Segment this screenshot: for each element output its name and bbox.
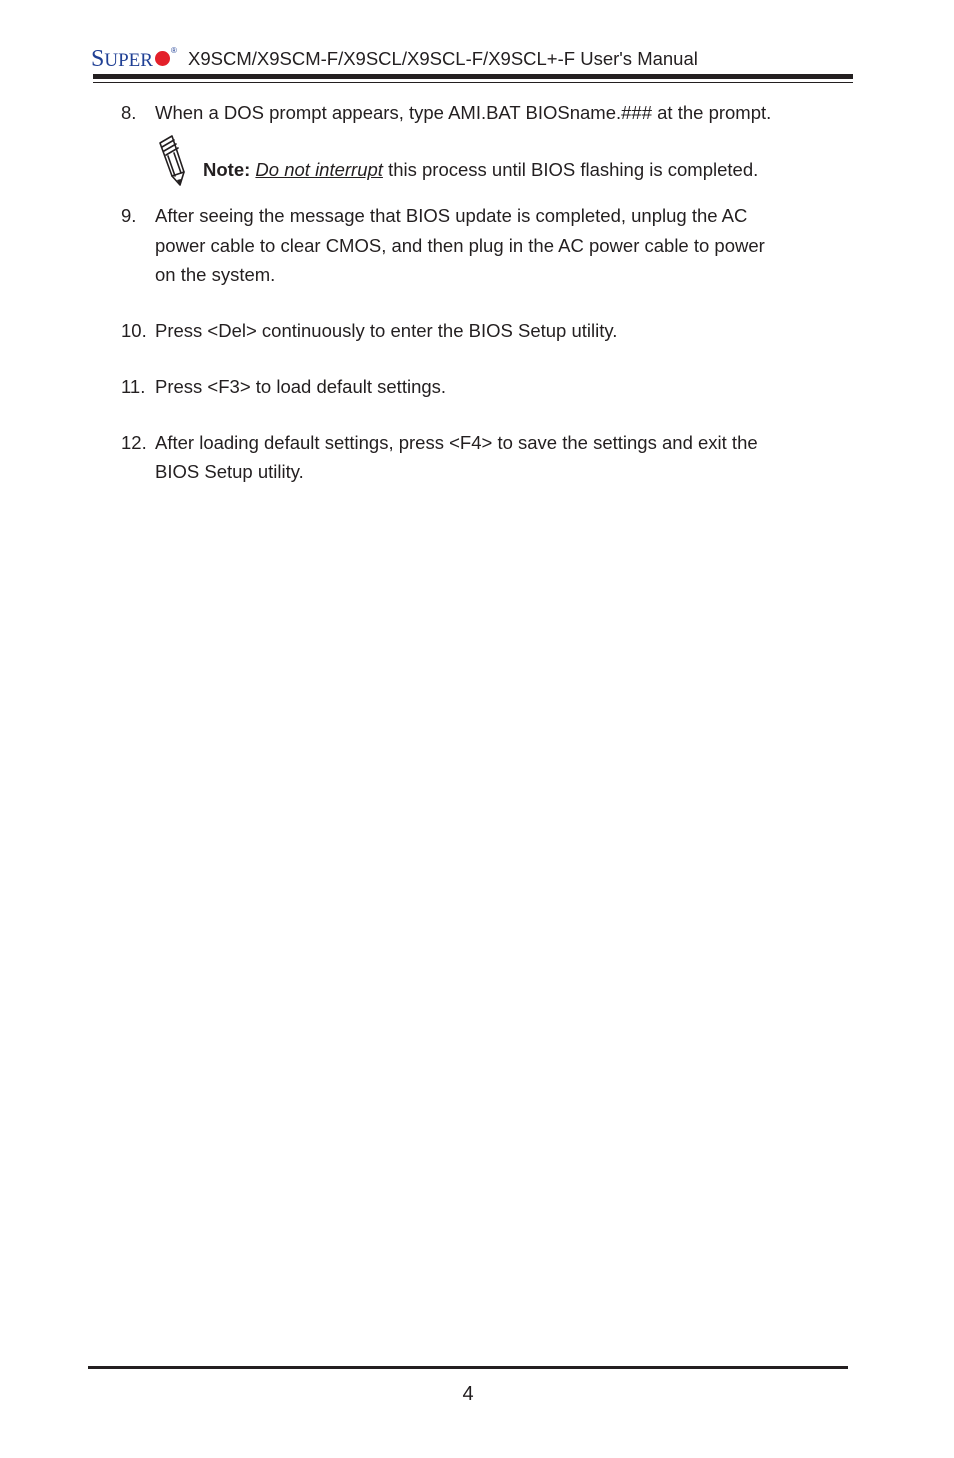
pencil-icon [156,134,190,188]
footer-rule [88,1366,848,1369]
logo-red-dot [155,51,170,66]
step-10-text: Press <Del> continuously to enter the BIOS Setup utility. [155,320,618,341]
header-rule-thin [93,82,853,83]
logo-registered-mark: ® [170,46,177,55]
note-text: this process until BIOS flashing is completed. [382,159,759,180]
step-10-number: 10. [121,320,147,341]
page-number: 4 [462,1383,474,1405]
step-9-line-1: After seeing the message that BIOS update is completed, unplug the AC [155,205,748,226]
supermicro-logo [91,46,177,72]
header-rule [93,74,853,79]
step-number: 8. [121,102,137,123]
step-12-line-2: BIOS Setup utility. [155,461,304,482]
step-9-line-2: power cable to clear CMOS, and then plug in the AC power cable to power [155,235,765,256]
page-header [91,44,853,74]
step-12-number: 12. [121,432,147,453]
logo-letters: UPER [104,50,153,71]
step-8-text: When a DOS prompt appears, type AMI.BAT BIOSname.### at the prompt. [155,102,772,123]
logo-letter: S [91,46,105,72]
step-11-number: 11. [121,376,146,397]
step-11-text: Press <F3> to load default settings. [155,376,447,397]
step-12-line-1: After loading default settings, press <F4> to save the settings and exit the [155,432,758,453]
note-emphasis: Do not interrupt [255,159,383,180]
note-label: Note: [203,159,251,180]
step-9-line-3: on the system. [155,264,276,285]
note [203,155,758,185]
manual-title: X9SCM/X9SCM-F/X9SCL/X9SCL-F/X9SCL+-F User's Manual [188,48,698,69]
step-9-number: 9. [121,205,137,226]
